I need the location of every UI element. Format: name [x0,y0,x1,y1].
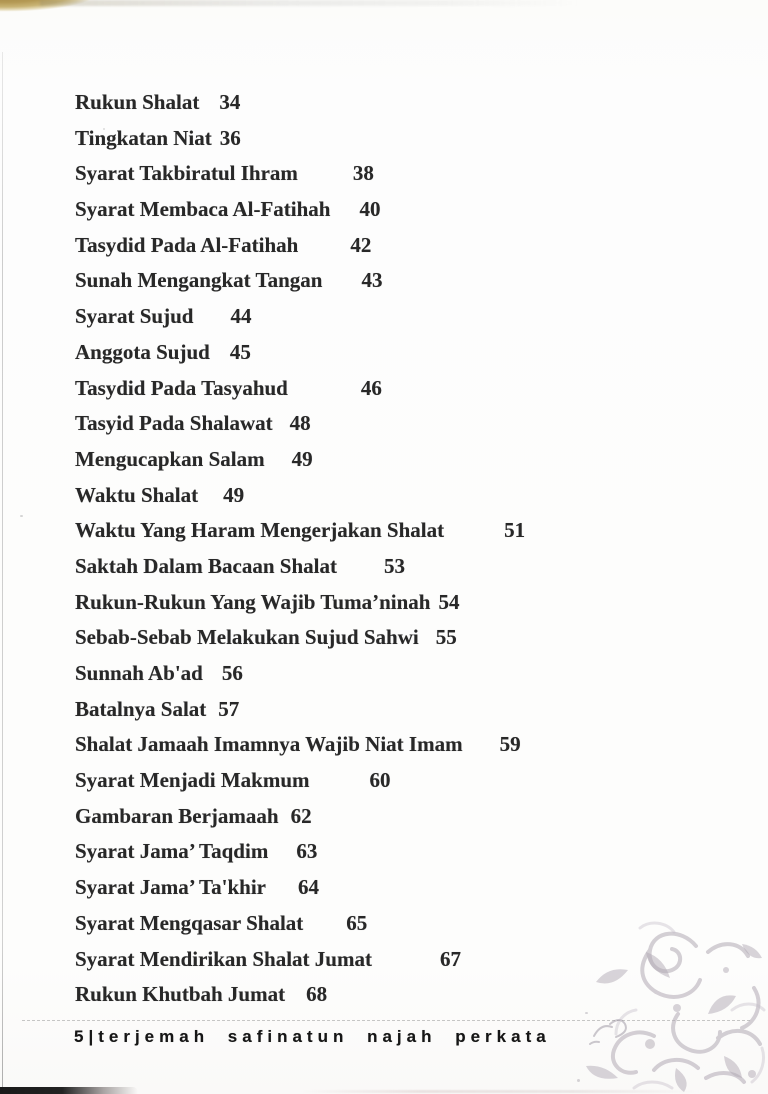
toc-entry-page-number: 55 [435,625,457,650]
toc-entry [75,263,735,299]
tab-gap [310,786,370,787]
toc-entry-title: Tasyid Pada Shalawat [75,411,273,436]
tab-gap [210,358,230,359]
page-edge-shadow-bottom [0,1087,138,1094]
toc-entry-page-number: 62 [290,803,312,828]
toc-entry-title: Syarat Jama’ Ta'khir [75,875,266,900]
tab-gap [463,750,500,751]
tab-gap [273,429,290,430]
toc-entry-title: Waktu Yang Haram Mengerjakan Shalat [75,518,445,543]
tab-gap [203,679,222,680]
tab-gap [206,715,218,716]
toc-entry-title: Shalat Jamaah Imamnya Wajib Niat Imam [75,732,463,757]
toc-entry-page-number: 44 [230,304,252,329]
toc-entry [75,121,735,157]
toc-entry-page-number: 57 [218,696,240,721]
tab-gap [303,929,346,930]
toc-entry-title: Rukun Shalat [75,90,200,114]
tab-gap [372,965,440,966]
toc-entry-title: Syarat Mendirikan Shalat Jumat [75,946,372,971]
toc-entry-page-number: 67 [439,946,461,971]
toc-entry [75,513,735,549]
tab-gap [298,251,350,252]
tab-gap [288,394,361,395]
toc-entry-page-number: 38 [352,161,374,186]
tab-gap [298,179,353,180]
toc-entry-page-number: 59 [499,732,521,757]
toc-entry-title: Syarat Sujud [75,304,194,329]
toc-entry-title: Mengucapkan Salam [75,446,265,471]
toc-entry-page-number: 40 [359,197,381,222]
tab-gap [199,108,219,109]
toc-entry-title: Anggota Sujud [75,339,210,364]
toc-entry-page-number: 48 [289,411,311,436]
toc-entry [75,335,735,371]
page-footer: 5|terjemah safinatun najah perkata [74,1027,551,1046]
toc-entry-title: Rukun Khutbah Jumat [75,982,286,1007]
toc-entry [75,763,735,799]
toc-entry [75,442,735,478]
tab-gap [419,643,436,644]
scan-smudge-top [40,0,580,6]
tab-gap [212,144,220,145]
toc-entry-title: Waktu Shalat [75,482,199,507]
toc-entry [75,834,735,870]
tab-gap [266,893,298,894]
toc-entry-page-number: 56 [221,661,243,685]
toc-entry-title: Syarat Takbiratul Ihram [75,161,298,186]
scan-speck [20,515,23,517]
toc-entry [75,620,735,656]
tab-gap [193,322,230,323]
toc-entry-title: Sebab-Sebab Melakukan Sujud Sahwi [75,625,419,650]
toc-entry [75,692,735,728]
tab-gap [279,822,291,823]
toc-entry-title: Tingkatan Niat [75,125,212,150]
toc-entry-page-number: 43 [361,268,383,293]
toc-entry [75,549,735,585]
toc-entry [75,478,735,514]
toc-entry-title: Syarat Jama’ Taqdim [75,839,269,864]
toc-entry [75,870,735,906]
toc-entry-title: Saktah Dalam Bacaan Shalat [75,553,337,578]
toc-entry-title: Tasydid Pada Al-Fatihah [75,232,299,257]
toc-entry [75,799,735,835]
toc-entry [75,585,735,621]
toc-entry-title: Syarat Mengqasar Shalat [75,910,304,935]
toc-entry-page-number: 42 [350,232,372,257]
toc-entry [75,228,735,264]
tab-gap [268,857,296,858]
tab-gap [198,501,223,502]
toc-entry-page-number: 65 [346,910,368,935]
tab-gap [330,215,359,216]
toc-entry-page-number: 34 [219,90,241,114]
toc-entry-page-number: 45 [229,339,251,364]
toc-entry [75,299,735,335]
toc-entry [75,727,735,763]
tab-gap [444,536,504,537]
toc-entry-page-number: 46 [360,375,382,400]
page-edge-line [2,52,3,1094]
toc-entry-page-number: 64 [297,875,319,900]
toc-entry-title: Sunnah Ab'ad [75,661,203,685]
toc-entry-title: Batalnya Salat [75,696,207,721]
toc-entry-page-number: 63 [296,839,318,864]
toc-entry-title: Sunah Mengangkat Tangan [75,268,323,293]
toc-entry-title: Rukun-Rukun Yang Wajib Tuma’ninah [75,589,431,614]
toc-entry-page-number: 53 [383,553,405,578]
toc-entry-title: Gambaran Berjamaah [75,803,279,828]
toc-entry [75,156,735,192]
toc-entry [75,406,735,442]
toc-entry-title: Tasydid Pada Tasyahud [75,375,288,400]
tab-gap [337,572,384,573]
toc-entry-page-number: 68 [306,982,328,1007]
toc-entry-title: Syarat Menjadi Makmum [75,768,310,793]
toc-entry-page-number: 36 [219,125,241,150]
toc-entry-page-number: 51 [504,518,526,543]
toc-entry [75,371,735,407]
toc-entry [75,85,735,121]
toc-entry [75,656,735,692]
toc-entry [75,192,735,228]
table-of-contents [75,85,735,1013]
toc-entry-page-number: 60 [369,768,391,793]
tab-gap [285,1000,306,1001]
toc-entry-page-number: 49 [291,446,313,471]
floral-corner-ornament-icon [556,918,768,1094]
toc-entry-page-number: 54 [438,589,460,614]
tab-gap [322,286,361,287]
tab-gap [265,465,292,466]
toc-entry-page-number: 49 [223,482,245,507]
toc-entry-title: Syarat Membaca Al-Fatihah [75,197,331,222]
